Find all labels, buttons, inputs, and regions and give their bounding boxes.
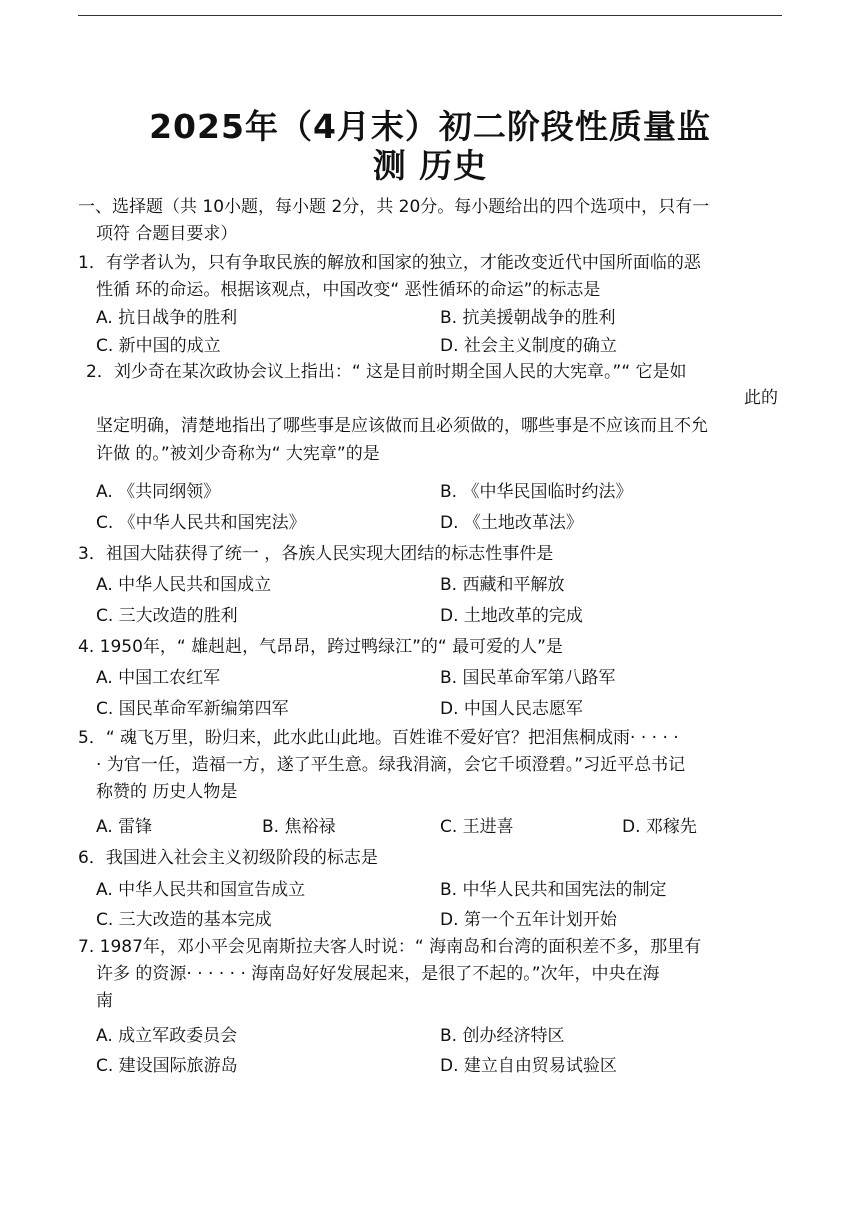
question-2-option-b[interactable]: B. 《中华民国临时约法》 bbox=[440, 482, 633, 502]
question-5-stem-cont: · 为官一任，造福一方，遂了平生意。绿我涓滴，会它千顷澄碧。”习近平总书记 bbox=[96, 755, 686, 775]
question-1-option-d[interactable]: D. 社会主义制度的确立 bbox=[440, 336, 617, 356]
question-4-option-b[interactable]: B. 国民革命军第八路军 bbox=[440, 668, 616, 688]
question-5-option-a[interactable]: A. 雷锋 bbox=[96, 817, 153, 837]
question-1-stem: 1．有学者认为，只有争取民族的解放和国家的独立，才能改变近代中国所面临的恶 bbox=[78, 253, 701, 273]
question-3-option-d[interactable]: D. 土地改革的完成 bbox=[440, 606, 583, 626]
question-2-option-a[interactable]: A. 《共同纲领》 bbox=[96, 482, 221, 502]
question-5-option-d[interactable]: D. 邓稼先 bbox=[622, 817, 697, 837]
page-title: 2025年（4月末）初二阶段性质量监 bbox=[149, 107, 711, 146]
question-7-stem-cont: 许多 的资源· · · · · · 海南岛好好发展起来，是很了不起的。”次年，中央在海 bbox=[96, 964, 660, 984]
section-heading: 一、选择题（共 10小题，每小题 2分，共 20分。每小题给出的四个选项中，只有一 bbox=[78, 197, 710, 217]
question-6-option-a[interactable]: A. 中华人民共和国宣告成立 bbox=[96, 880, 306, 900]
question-2-stem-cont: 坚定明确，清楚地指出了哪些事是应该做而且必须做的，哪些事是不应该而且不允 bbox=[96, 416, 708, 436]
question-2-option-d[interactable]: D. 《土地改革法》 bbox=[440, 513, 583, 533]
question-7-stem: 7. 1987年，邓小平会见南斯拉夫客人时说：“ 海南岛和台湾的面积差不多，那里有 bbox=[78, 937, 702, 957]
question-6-stem: 6．我国进入社会主义初级阶段的标志是 bbox=[78, 848, 378, 868]
question-7-option-c[interactable]: C. 建设国际旅游岛 bbox=[96, 1056, 238, 1076]
question-1-option-a[interactable]: A. 抗日战争的胜利 bbox=[96, 308, 238, 328]
question-1-option-b[interactable]: B. 抗美援朝战争的胜利 bbox=[440, 308, 616, 328]
question-7-stem-cont: 南 bbox=[96, 991, 113, 1011]
top-rule bbox=[78, 15, 782, 16]
question-2-stem-cont: 此的 bbox=[744, 388, 778, 408]
page-title-line2: 测 历史 bbox=[372, 146, 488, 185]
question-1-option-c[interactable]: C. 新中国的成立 bbox=[96, 336, 221, 356]
question-3-option-c[interactable]: C. 三大改造的胜利 bbox=[96, 606, 238, 626]
question-1-stem-cont: 性循 环的命运。根据该观点，中国改变“ 恶性循环的命运”的标志是 bbox=[96, 280, 601, 300]
question-5-option-c[interactable]: C. 王进喜 bbox=[440, 817, 514, 837]
section-heading-cont: 项符 合题目要求） bbox=[96, 224, 238, 244]
question-3-option-a[interactable]: A. 中华人民共和国成立 bbox=[96, 575, 272, 595]
question-4-stem: 4. 1950年，“ 雄赳赳，气昂昂，跨过鸭绿江”的“ 最可爱的人”是 bbox=[78, 637, 563, 657]
question-6-option-c[interactable]: C. 三大改造的基本完成 bbox=[96, 910, 272, 930]
question-3-option-b[interactable]: B. 西藏和平解放 bbox=[440, 575, 565, 595]
question-2-option-c[interactable]: C. 《中华人民共和国宪法》 bbox=[96, 513, 306, 533]
question-2-stem: 2．刘少奇在某次政协会议上指出：“ 这是目前时期全国人民的大宪章。”“ 它是如 bbox=[86, 362, 687, 382]
question-4-option-a[interactable]: A. 中国工农红军 bbox=[96, 668, 221, 688]
question-5-stem: 5．“ 魂飞万里，盼归来，此水此山此地。百姓谁不爱好官？把泪焦桐成雨· · · · · bbox=[78, 728, 679, 748]
question-7-option-d[interactable]: D. 建立自由贸易试验区 bbox=[440, 1056, 617, 1076]
question-2-stem-cont: 许做 的。”被刘少奇称为“ 大宪章”的是 bbox=[96, 444, 380, 464]
question-4-option-c[interactable]: C. 国民革命军新编第四军 bbox=[96, 699, 289, 719]
question-6-option-d[interactable]: D. 第一个五年计划开始 bbox=[440, 910, 617, 930]
question-3-stem: 3．祖国大陆获得了统一 ，各族人民实现大团结的标志性事件是 bbox=[78, 544, 554, 564]
question-6-option-b[interactable]: B. 中华人民共和国宪法的制定 bbox=[440, 880, 667, 900]
question-5-stem-cont: 称赞的 历史人物是 bbox=[96, 782, 238, 802]
question-7-option-a[interactable]: A. 成立军政委员会 bbox=[96, 1026, 238, 1046]
question-5-option-b[interactable]: B. 焦裕禄 bbox=[262, 817, 336, 837]
question-4-option-d[interactable]: D. 中国人民志愿军 bbox=[440, 699, 583, 719]
question-7-option-b[interactable]: B. 创办经济特区 bbox=[440, 1026, 565, 1046]
